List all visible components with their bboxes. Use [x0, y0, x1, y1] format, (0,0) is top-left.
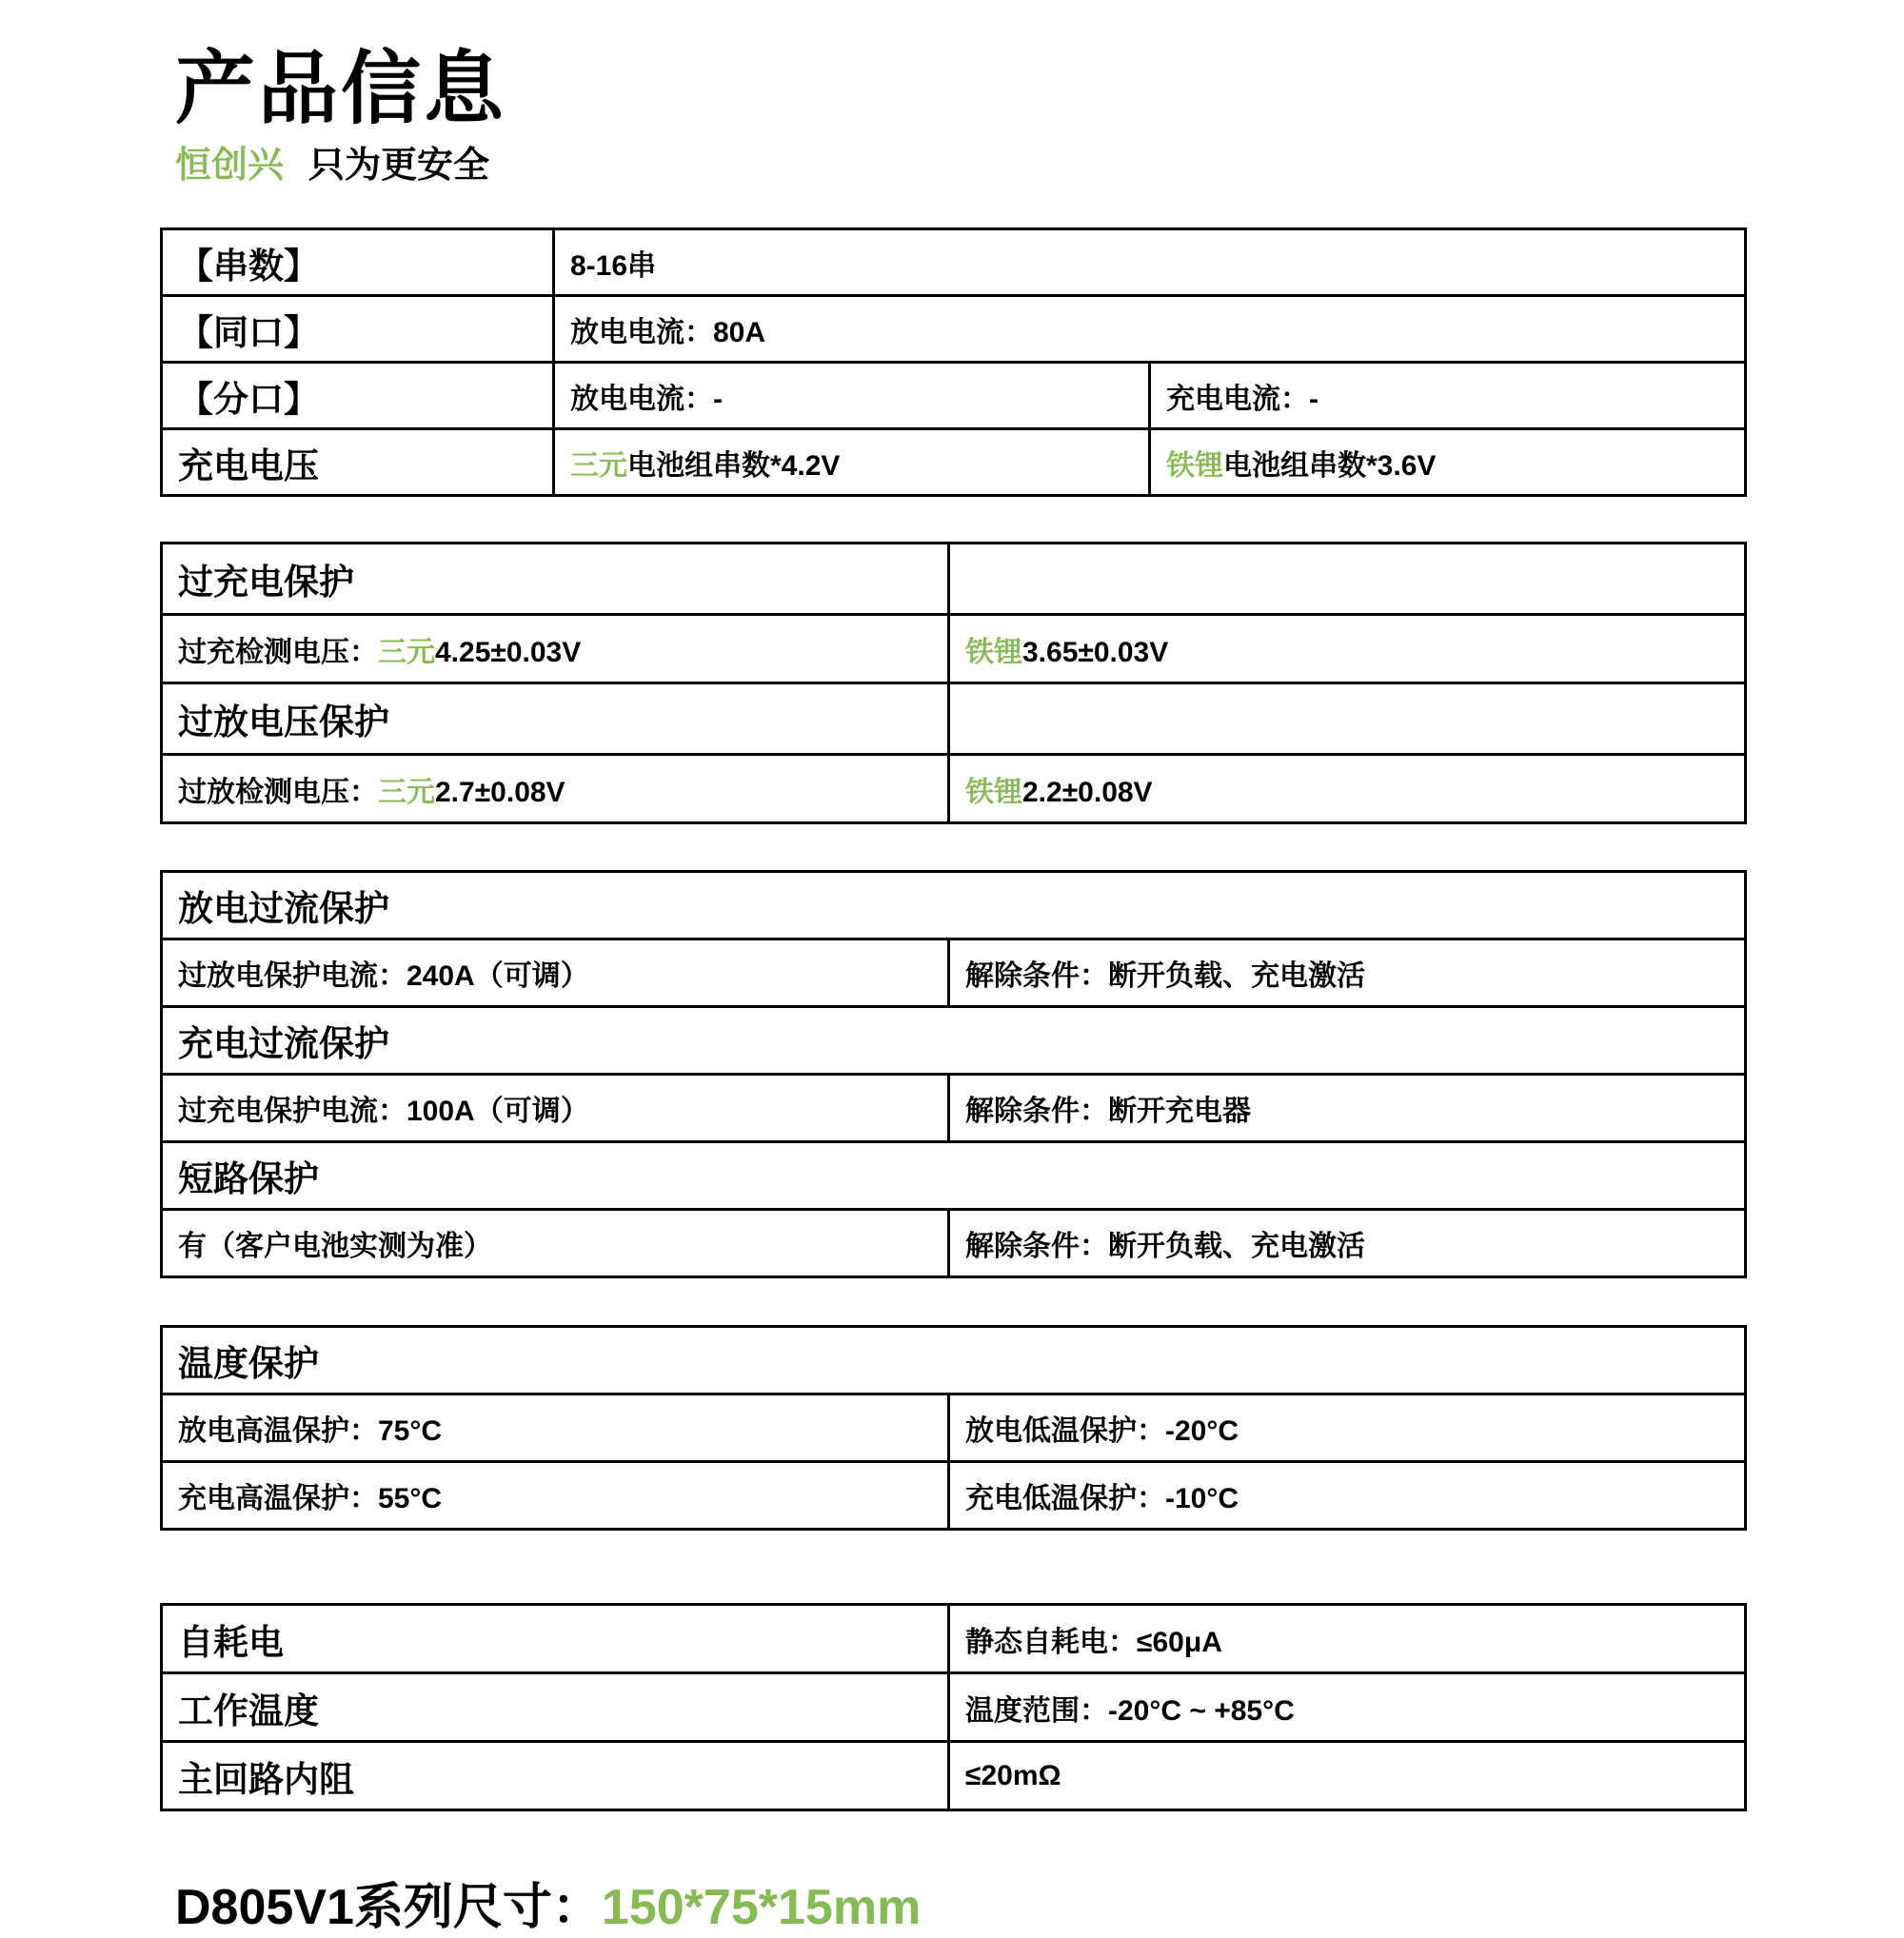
table-row-same-port [162, 296, 1746, 363]
overcharge-detect-lifepo4-cell [949, 615, 1746, 683]
table-row-charge-temp [162, 1462, 1746, 1530]
table-row-main-loop-resistance [162, 1742, 1746, 1810]
cell-value: 3.65±0.03V [1022, 636, 1169, 668]
empty-cell [949, 683, 1746, 755]
row-value: 温度范围：-20°C ~ +85°C [949, 1673, 1746, 1742]
current-protection-table [160, 870, 1747, 1278]
lifepo4-tag: 铁锂 [1166, 449, 1223, 482]
release-condition-cell: 解除条件：断开负载、充电激活 [949, 939, 1746, 1007]
charge-current-cell: 充电电流：- [1150, 363, 1746, 429]
cell-value: 4.25±0.03V [435, 636, 582, 668]
section-header: 短路保护 [162, 1142, 1746, 1210]
protect-current-cell: 过放电保护电流：240A（可调） [162, 939, 949, 1007]
dimensions-value: 150*75*15mm [601, 1880, 922, 1936]
table-row-strings [162, 229, 1746, 296]
temperature-protection-table [160, 1325, 1747, 1531]
lifepo4-voltage-cell [1150, 429, 1746, 496]
row-label: 自耗电 [162, 1605, 949, 1673]
spec-table [160, 227, 1747, 497]
ternary-voltage-value: 电池组串数*4.2V [627, 449, 841, 482]
empty-cell [949, 544, 1746, 615]
cell-value: 2.7±0.08V [435, 776, 565, 808]
table-row-temperature-header [162, 1327, 1746, 1394]
slogan: 只为更安全 [308, 145, 490, 186]
release-condition-cell: 解除条件：断开充电器 [949, 1075, 1746, 1142]
section-header: 过充电保护 [162, 544, 949, 615]
row-label: 工作温度 [162, 1673, 949, 1742]
row-value: ≤20mΩ [949, 1742, 1746, 1810]
high-temp-cell: 充电高温保护：55°C [162, 1462, 949, 1530]
table-row-charge-oc [162, 1075, 1746, 1142]
row-label: 充电电压 [162, 429, 554, 496]
lifepo4-tag: 铁锂 [965, 776, 1022, 808]
table-row-discharge-temp [162, 1394, 1746, 1462]
dimensions-line [175, 1867, 1744, 1938]
ternary-tag: 三元 [378, 636, 435, 668]
table-row-working-temp [162, 1673, 1746, 1742]
table-row-short-circuit [162, 1210, 1746, 1277]
row-label: 【分口】 [162, 363, 554, 429]
row-value: 静态自耗电：≤60μA [949, 1605, 1746, 1673]
dimensions-label: D805V1系列尺寸： [175, 1880, 602, 1936]
section-header: 过放电压保护 [162, 683, 949, 755]
table-row-overdischarge-detect [162, 755, 1746, 823]
table-row-self-consumption [162, 1605, 1746, 1673]
row-value: 8-16串 [554, 229, 1746, 296]
table-row-discharge-oc-header [162, 872, 1746, 939]
cell-label: 过放检测电压： [178, 776, 378, 808]
row-label: 【串数】 [162, 229, 554, 296]
table-row-charge-voltage [162, 429, 1746, 496]
table-row-overdischarge-header [162, 683, 1746, 755]
ternary-tag: 三元 [378, 776, 435, 808]
brand-name: 恒创兴 [175, 145, 285, 186]
protect-current-cell: 过充电保护电流：100A（可调） [162, 1075, 949, 1142]
table-row-discharge-oc [162, 939, 1746, 1007]
table-row-overcharge-header [162, 544, 1746, 615]
overcharge-detect-cell [162, 615, 949, 683]
misc-table [160, 1603, 1747, 1811]
cell-value: 2.2±0.08V [1022, 776, 1153, 808]
lifepo4-tag: 铁锂 [965, 636, 1022, 668]
section-header: 充电过流保护 [162, 1007, 1746, 1075]
subtitle [175, 145, 1744, 188]
ternary-tag: 三元 [570, 449, 627, 482]
lifepo4-voltage-value: 电池组串数*3.6V [1223, 449, 1437, 482]
row-label: 【同口】 [162, 296, 554, 363]
cell-label: 过充检测电压： [178, 636, 378, 668]
table-row-separate-port [162, 363, 1746, 429]
overdischarge-detect-cell [162, 755, 949, 823]
overdischarge-detect-lifepo4-cell [949, 755, 1746, 823]
row-value: 放电电流：80A [554, 296, 1746, 363]
short-circuit-cell: 有（客户电池实测为准） [162, 1210, 949, 1277]
page-title: 产品信息 [175, 44, 507, 133]
low-temp-cell: 放电低温保护：-20°C [949, 1394, 1746, 1462]
low-temp-cell: 充电低温保护：-10°C [949, 1462, 1746, 1530]
section-header: 温度保护 [162, 1327, 1746, 1394]
discharge-current-cell: 放电电流：- [554, 363, 1150, 429]
section-header: 放电过流保护 [162, 872, 1746, 939]
ternary-voltage-cell [554, 429, 1150, 496]
high-temp-cell: 放电高温保护：75°C [162, 1394, 949, 1462]
table-row-short-circuit-header [162, 1142, 1746, 1210]
release-condition-cell: 解除条件：断开负载、充电激活 [949, 1210, 1746, 1277]
voltage-protection-table [160, 542, 1747, 824]
table-row-overcharge-detect [162, 615, 1746, 683]
row-label: 主回路内阻 [162, 1742, 949, 1810]
table-row-charge-oc-header [162, 1007, 1746, 1075]
